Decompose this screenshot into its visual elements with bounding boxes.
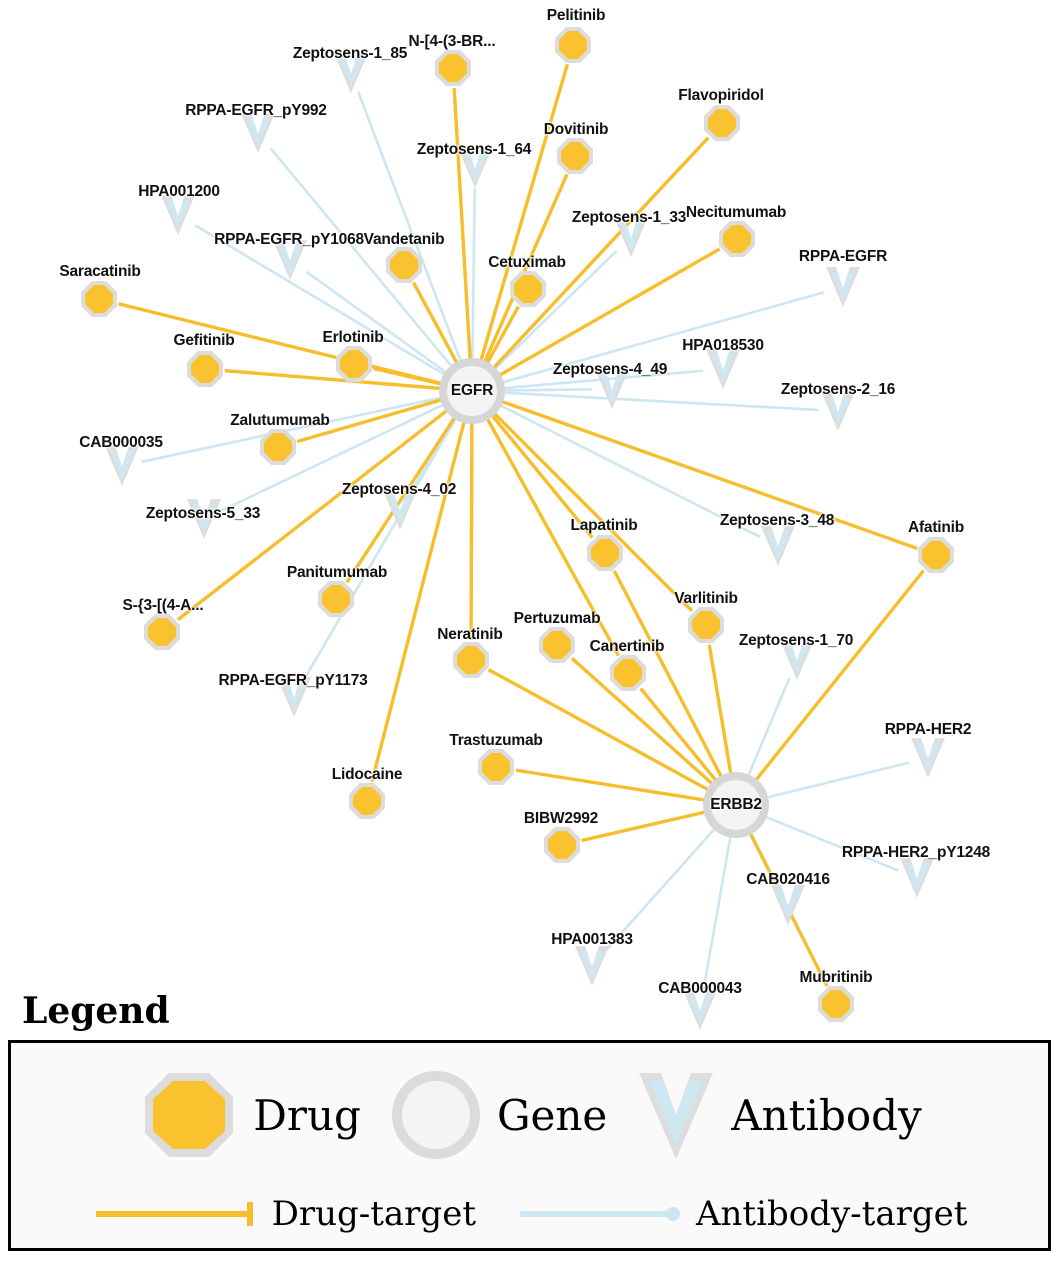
antibody-label: Zeptosens-1_70 [738, 632, 854, 649]
antibody-label: Zeptosens-1_64 [416, 141, 532, 158]
drug-label: Necitumumab [685, 204, 787, 221]
antibody-vee-icon [633, 1067, 719, 1163]
drug-node[interactable] [916, 535, 956, 575]
drug-node[interactable] [384, 245, 424, 285]
legend-label-drug-target: Drug-target [271, 1194, 476, 1234]
gene-circle-icon [387, 1066, 485, 1164]
legend-label-drug: Drug [253, 1090, 361, 1140]
antibody-label: Zeptosens-5_33 [145, 505, 261, 522]
drug-node[interactable] [316, 579, 356, 619]
drug-node[interactable] [334, 344, 374, 384]
drug-label: BIBW2992 [523, 810, 599, 827]
drug-label: Vandetanib [363, 231, 445, 248]
drug-label: Pertuzumab [513, 610, 601, 627]
antibody-label: Zeptosens-2_16 [780, 381, 896, 398]
drug-label: Panitumumab [286, 564, 388, 581]
legend-label-gene: Gene [496, 1090, 608, 1140]
drug-node[interactable] [476, 747, 516, 787]
legend-edge-row [11, 1194, 1048, 1234]
drug-node[interactable] [585, 533, 625, 573]
antibody-label: HPA001383 [551, 931, 633, 948]
drug-label: Flavopiridol [678, 87, 764, 104]
drug-node[interactable] [717, 219, 757, 259]
drug-node[interactable] [553, 25, 593, 65]
antibody-node[interactable] [572, 943, 612, 989]
antibody-label: RPPA-EGFR_pY1068 [214, 231, 364, 248]
antibody-label: CAB000035 [79, 434, 163, 451]
drug-node[interactable] [185, 349, 225, 389]
drug-node[interactable] [347, 781, 387, 821]
drug-label: Erlotinib [322, 329, 384, 346]
drug-label: Gefitinib [173, 332, 235, 349]
antibody-label: RPPA-EGFR_pY1173 [218, 672, 368, 689]
antibody-label: RPPA-EGFR [798, 248, 888, 265]
drug-node[interactable] [508, 269, 548, 309]
drug-octagon-icon [137, 1065, 241, 1165]
legend-box [8, 1040, 1051, 1251]
legend-item-antibody [633, 1067, 921, 1163]
legend-item-antibody-target [516, 1194, 967, 1234]
antibody-label: RPPA-EGFR_pY992 [185, 102, 327, 119]
drug-label: Saracatinib [59, 263, 141, 280]
drug-node[interactable] [608, 653, 648, 693]
drug-label: Varlitinib [674, 590, 738, 607]
drug-node[interactable] [451, 640, 491, 680]
legend-label-antibody-target: Antibody-target [695, 1194, 968, 1234]
drug-label: Mubritinib [799, 969, 873, 986]
antibody-label: Zeptosens-1_85 [292, 45, 408, 62]
drug-label: Dovitinib [543, 121, 609, 138]
drug-label: Lapatinib [570, 517, 638, 534]
drug-label: Cetuximab [488, 254, 566, 271]
drug-node[interactable] [258, 427, 298, 467]
legend-title: Legend [22, 990, 170, 1032]
drug-target-edge-icon [92, 1199, 262, 1229]
antibody-label: RPPA-HER2_pY1248 [841, 844, 991, 861]
drug-label: S-{3-[(4-A... [122, 597, 204, 614]
drug-node[interactable] [686, 605, 726, 645]
antibody-label: HPA001200 [138, 183, 220, 200]
drug-node[interactable] [555, 136, 595, 176]
drug-node[interactable] [542, 825, 582, 865]
legend-label-antibody: Antibody [731, 1090, 922, 1140]
gene-label: ERBB2 [710, 796, 762, 813]
antibody-label: Zeptosens-4_02 [341, 481, 457, 498]
drug-label: Lidocaine [331, 766, 403, 783]
drug-node[interactable] [79, 279, 119, 319]
drug-label: Zalutumumab [230, 412, 330, 429]
drug-label: Afatinib [907, 519, 965, 536]
drug-label: N-[4-(3-BR... [408, 33, 496, 50]
antibody-label: Zeptosens-4_49 [552, 361, 668, 378]
drug-node[interactable] [433, 48, 473, 88]
drug-node[interactable] [142, 612, 182, 652]
antibody-label: CAB020416 [746, 871, 830, 888]
antibody-label: Zeptosens-1_33 [571, 209, 687, 226]
drug-label: Neratinib [437, 626, 503, 643]
legend [0, 990, 1059, 1251]
antibody-node[interactable] [908, 735, 948, 781]
antibody-label: Zeptosens-3_48 [719, 512, 835, 529]
antibody-label: RPPA-HER2 [884, 721, 972, 738]
antibody-label: CAB000043 [658, 980, 742, 997]
gene-label: EGFR [450, 382, 494, 399]
drug-label: Trastuzumab [449, 732, 543, 749]
legend-item-drug-target [92, 1194, 476, 1234]
drug-label: Pelitinib [546, 7, 606, 24]
drug-node[interactable] [702, 103, 742, 143]
antibody-node[interactable] [823, 264, 863, 310]
antibody-label: HPA018530 [682, 337, 764, 354]
legend-item-gene [387, 1066, 607, 1164]
legend-item-drug [137, 1065, 361, 1165]
antibody-target-edge-icon [516, 1199, 686, 1229]
drug-node[interactable] [537, 625, 577, 665]
drug-label: Canertinib [589, 638, 665, 655]
legend-node-row [11, 1065, 1048, 1165]
